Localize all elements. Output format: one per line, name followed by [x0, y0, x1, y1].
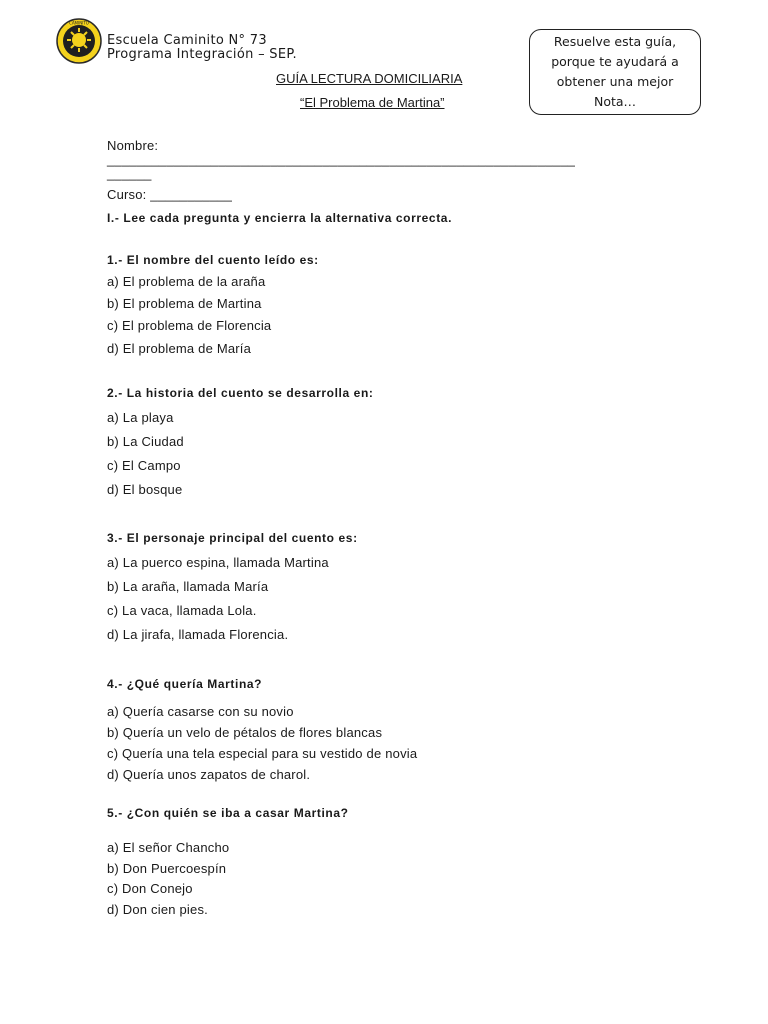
option-3c[interactable]: c) La vaca, llamada Lola. [107, 603, 257, 618]
note-line: obtener una mejor [556, 74, 674, 89]
option-3b[interactable]: b) La araña, llamada María [107, 579, 269, 594]
name-line[interactable]: _______________________________________________________________ [107, 152, 576, 167]
question-1: 1.- El nombre del cuento leído es: [107, 253, 319, 267]
question-2: 2.- La historia del cuento se desarrolla en: [107, 386, 374, 400]
school-logo [56, 18, 102, 64]
page-subtitle: “El Problema de Martina” [300, 95, 445, 110]
note-box [529, 29, 701, 115]
option-1b[interactable]: b) El problema de Martina [107, 296, 262, 311]
name-line-continued[interactable]: ______ [107, 166, 152, 181]
option-4c[interactable]: c) Quería una tela especial para su vestido de novia [107, 746, 418, 761]
note-line: Resuelve esta guía, [553, 34, 677, 49]
option-2a[interactable]: a) La playa [107, 410, 174, 425]
note-line: Nota… [593, 94, 637, 109]
logo-text: CAMINITO [69, 20, 89, 26]
option-2d[interactable]: d) El bosque [107, 482, 183, 497]
question-4: 4.- ¿Qué quería Martina? [107, 677, 263, 691]
instructions: I.- Lee cada pregunta y encierra la alternativa correcta. [107, 211, 453, 225]
option-5c[interactable]: c) Don Conejo [107, 881, 193, 896]
question-5: 5.- ¿Con quién se iba a casar Martina? [107, 806, 349, 820]
question-3: 3.- El personaje principal del cuento es: [107, 531, 358, 545]
option-5b[interactable]: b) Don Puercoespín [107, 861, 227, 876]
program-name: Programa Integración – SEP. [107, 47, 297, 62]
option-1c[interactable]: c) El problema de Florencia [107, 318, 272, 333]
option-2b[interactable]: b) La Ciudad [107, 434, 184, 449]
option-4a[interactable]: a) Quería casarse con su novio [107, 704, 294, 719]
option-4b[interactable]: b) Quería un velo de pétalos de flores blancas [107, 725, 383, 740]
option-2c[interactable]: c) El Campo [107, 458, 181, 473]
option-5d[interactable]: d) Don cien pies. [107, 902, 208, 917]
note-line: porque te ayudará a [551, 54, 679, 69]
option-3a[interactable]: a) La puerco espina, llamada Martina [107, 555, 329, 570]
option-3d[interactable]: d) La jirafa, llamada Florencia. [107, 627, 289, 642]
school-name: Escuela Caminito N° 73 [107, 33, 267, 48]
option-5a[interactable]: a) El señor Chancho [107, 840, 230, 855]
page-title: GUÍA LECTURA DOMICILIARIA [276, 71, 463, 86]
name-label: Nombre: [107, 138, 159, 153]
option-1d[interactable]: d) El problema de María [107, 341, 252, 356]
option-4d[interactable]: d) Quería unos zapatos de charol. [107, 767, 311, 782]
course-field[interactable]: Curso: ___________ [107, 187, 233, 202]
option-1a[interactable]: a) El problema de la araña [107, 274, 266, 289]
